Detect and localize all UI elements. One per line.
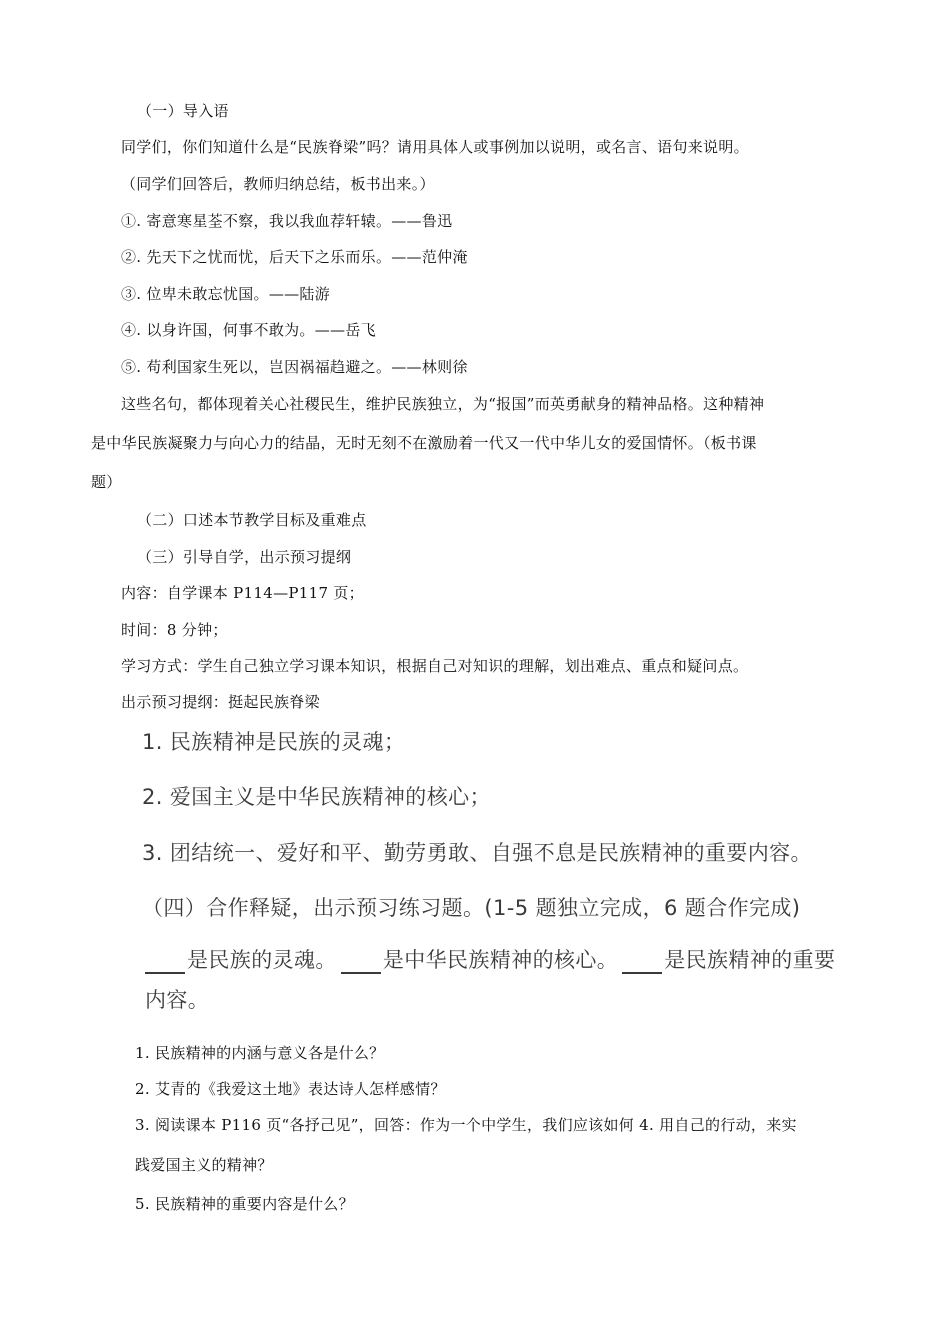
answer-blank [341, 950, 381, 974]
fill-blank-line [145, 946, 835, 974]
study-time: 时间：8 分钟； [121, 621, 228, 639]
question-item: 2. 艾青的《我爱这土地》表达诗人怎样感情？ [135, 1080, 446, 1098]
intro-note: （同学们回答后，教师归纳总结，板书出来。） [121, 175, 435, 193]
quote-item: ①. 寄意寒星荃不察，我以我血荐轩辕。——鲁迅 [121, 212, 453, 230]
outline-point: 3. 团结统一、爱好和平、勤劳勇敢、自强不息是民族精神的重要内容。 [142, 841, 812, 865]
study-content: 内容：自学课本 P114—P117 页； [121, 584, 364, 602]
fill-text: 是民族精神的重要 [664, 948, 836, 972]
question-item: 5. 民族精神的重要内容是什么？ [135, 1195, 354, 1213]
summary-paragraph-line: 这些名句，都体现着关心社稷民生，维护民族独立，为“报国”而英勇献身的精神品格。这种精神 [121, 395, 765, 413]
summary-paragraph-line: 是中华民族凝聚力与向心力的结晶，无时无刻不在激励着一代又一代中华儿女的爱国情怀。（板书课 [91, 434, 757, 452]
intro-heading: （一）导入语 [137, 102, 229, 120]
outline-point: 1. 民族精神是民族的灵魂； [142, 730, 406, 754]
outline-title: 出示预习提纲：挺起民族脊梁 [121, 693, 320, 711]
section4-heading: （四）合作释疑，出示预习练习题。(1-5 题独立完成，6 题合作完成) [142, 896, 801, 920]
quote-item: ③. 位卑未敢忘忧国。——陆游 [121, 285, 331, 303]
quote-item: ⑤. 苟利国家生死以，岂因祸福趋避之。——林则徐 [121, 358, 468, 376]
question-item: 1. 民族精神的内涵与意义各是什么？ [135, 1044, 385, 1062]
study-method: 学习方式：学生自己独立学习课本知识，根据自己对知识的理解，划出难点、重点和疑问点。 [121, 657, 749, 675]
quote-item: ④. 以身许国，何事不敢为。——岳飞 [121, 321, 376, 339]
answer-blank [145, 950, 185, 974]
question-item: 践爱国主义的精神？ [135, 1156, 273, 1174]
outline-image [130, 722, 880, 1012]
question-item: 3. 阅读课本 P116 页“各抒己见”，回答：作为一个中学生，我们应该如何 4. 用自己的行动，来实 [135, 1116, 797, 1134]
fill-blank-continuation: 内容。 [145, 988, 210, 1012]
answer-blank [622, 950, 662, 974]
fill-text: 是民族的灵魂。 [187, 948, 337, 972]
fill-text: 是中华民族精神的核心。 [382, 948, 619, 972]
quote-item: ②. 先天下之忧而忧，后天下之乐而乐。——范仲淹 [121, 248, 468, 266]
section2-heading: （二）口述本节教学目标及重难点 [137, 511, 367, 529]
section3-heading: （三）引导自学，出示预习提纲 [137, 548, 352, 566]
summary-paragraph-line: 题） [91, 473, 122, 491]
intro-question: 同学们，你们知道什么是“民族脊梁”吗？请用具体人或事例加以说明，或名言、语句来说明。 [121, 138, 749, 156]
outline-point: 2. 爱国主义是中华民族精神的核心； [142, 785, 491, 809]
